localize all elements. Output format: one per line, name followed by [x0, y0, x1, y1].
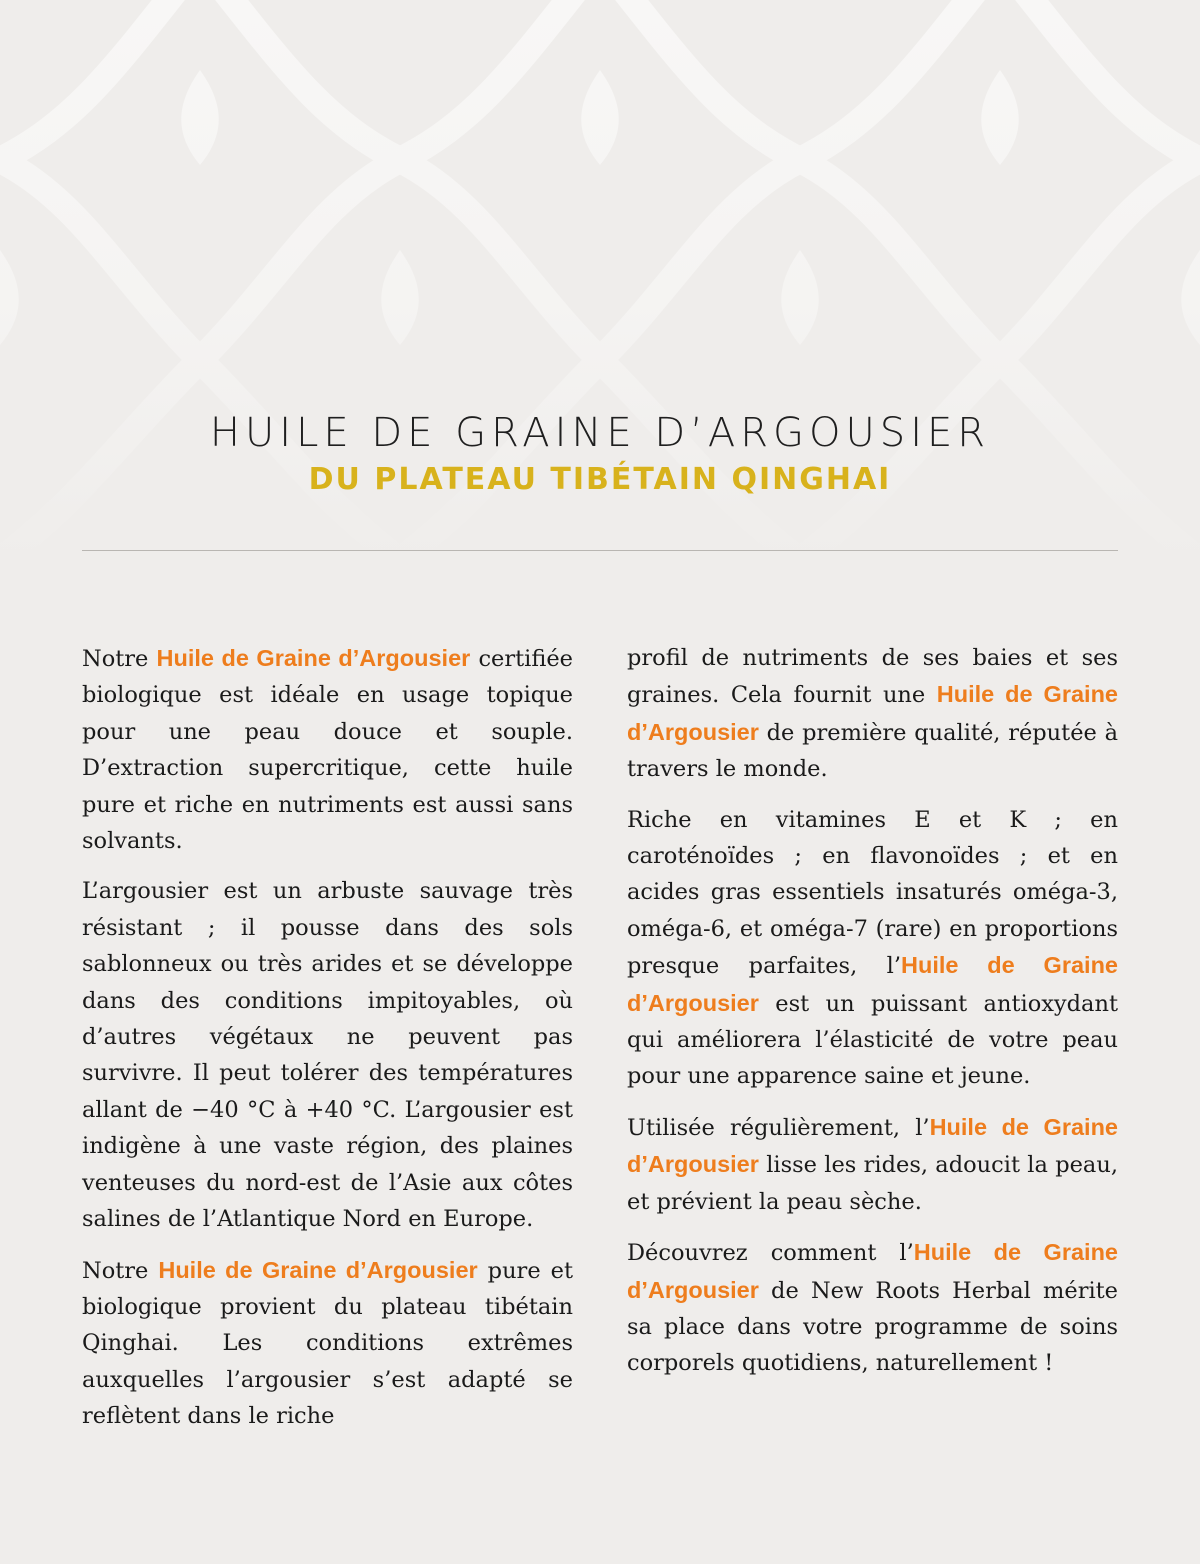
- product-name-highlight: Huile de Graine d’Argousier: [627, 1239, 1118, 1303]
- paragraph: [627, 640, 1118, 788]
- paragraph: [627, 1234, 1118, 1382]
- paragraph: [82, 1252, 573, 1435]
- left-column: [82, 640, 573, 1449]
- page-subtitle: DU PLATEAU TIBÉTAIN QINGHAI: [308, 462, 892, 497]
- paragraph-text: Notre: [82, 646, 157, 672]
- paragraph-text: de New Roots Herbal mérite sa place dans votre programme de soins corporels quotidiens, naturellement !: [627, 1277, 1118, 1377]
- product-name-highlight: Huile de Graine d’Argousier: [627, 1113, 1118, 1178]
- divider: [82, 550, 1118, 551]
- paragraph: L’argousier est un arbuste sauvage très résistant ; il pousse dans des sols sablonneux ou très arides et se développe dans des conditions impitoyables, où d’autres végétaux ne peuvent pas survivre. Il peut tolérer des températures allant de −40 °C à +40 °C. L’argousier est indigène à une vaste région, des plaines venteuses du nord-est de l’Asie aux côtes salines de l’Atlantique Nord en Europe.: [82, 878, 573, 1233]
- right-column: [627, 640, 1118, 1396]
- paragraph-text: pure et biologique provient du plateau tibétain Qinghai. Les conditions extrêmes auxquelles l’argousier s’est adapté se reflètent dans le riche: [82, 1257, 573, 1430]
- paragraph-text: est un puissant antioxydant qui améliorera l’élasticité de votre peau pour une apparence saine et jeune.: [627, 990, 1118, 1090]
- paragraph: [627, 1109, 1118, 1220]
- product-name-highlight: Huile de Graine d’Argousier: [627, 952, 1118, 1016]
- page-title: HUILE DE GRAINE D’ARGOUSIER: [209, 410, 991, 456]
- product-name-highlight: Huile de Graine d’Argousier: [156, 645, 471, 671]
- paragraph-text: certifiée biologique est idéale en usage topique pour une peau douce et souple. D’extraction supercritique, cette huile pure et riche en nutriments est aussi sans solvants.: [82, 646, 573, 855]
- paragraph: [82, 640, 573, 859]
- product-name-highlight: Huile de Graine d’Argousier: [627, 681, 1118, 745]
- paragraph-text: Utilisée régulièrement, l’: [627, 1114, 930, 1141]
- product-name-highlight: Huile de Graine d’Argousier: [158, 1256, 478, 1283]
- paragraph-text: Riche en vitamines E et K ; en caroténoïdes ; en flavonoïdes ; et en acides gras essentiels insaturés oméga-3, oméga-6, et oméga-7 (rare) en proportions presque parfaites, l’: [627, 806, 1118, 980]
- paragraph: [627, 802, 1118, 1095]
- paragraph-text: profil de nutriments de ses baies et ses graines. Cela fournit une: [627, 645, 1118, 709]
- paragraph-text: lisse les rides, adoucit la peau, et prévient la peau sèche.: [627, 1152, 1118, 1215]
- paragraph-text: Notre: [82, 1257, 159, 1284]
- paragraph-text: Découvrez comment l’: [627, 1240, 914, 1267]
- paragraph-text: de première qualité, réputée à travers le monde.: [627, 719, 1118, 783]
